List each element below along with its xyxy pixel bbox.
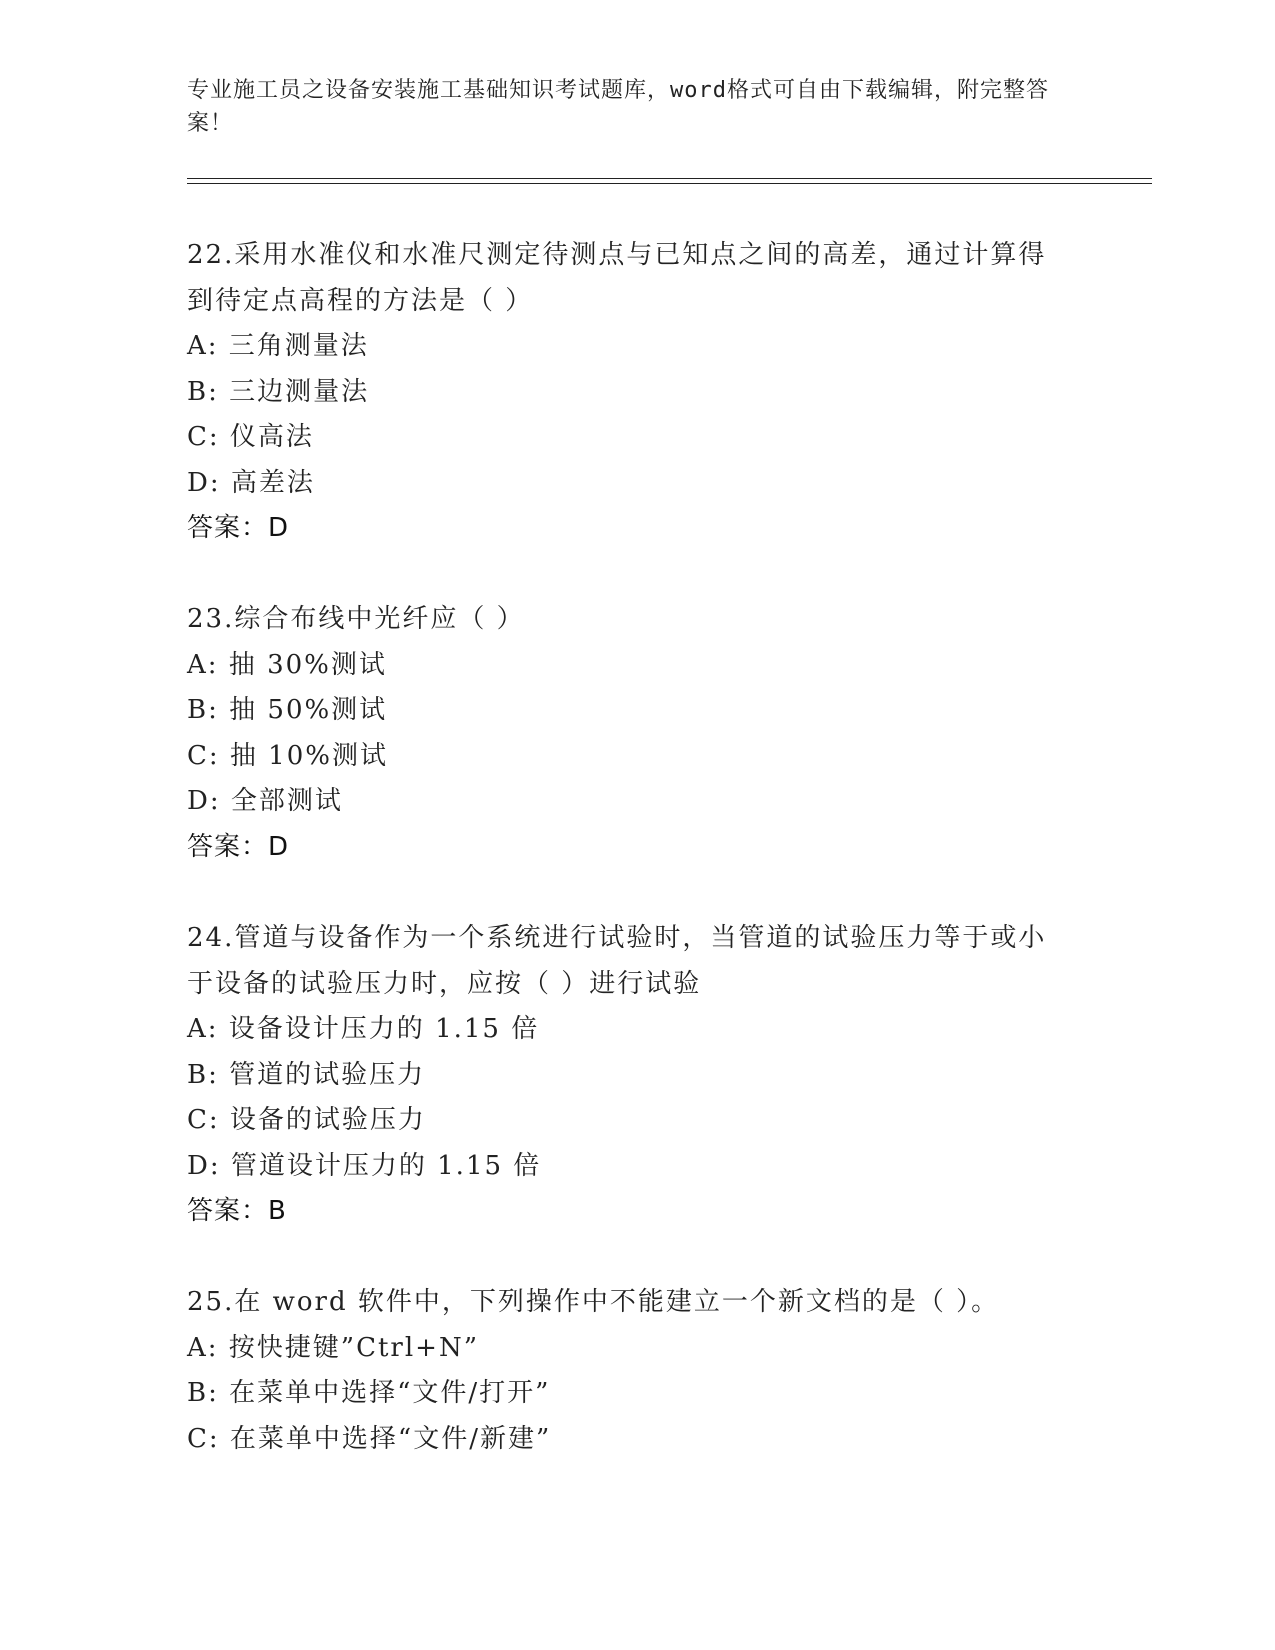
question-22 [187, 233, 1087, 552]
option-c: C: 在菜单中选择“文件/新建” [187, 1423, 552, 1454]
question-stem: 于设备的试验压力时，应按（ ）进行试验 [187, 968, 702, 999]
option-b: B: 抽 50%测试 [187, 695, 388, 725]
option-d: D: 全部测试 [187, 786, 343, 816]
question-24 [187, 916, 1087, 1235]
question-stem: 22.采用水准仪和水准尺测定待测点与已知点之间的高差，通过计算得 [187, 240, 1047, 270]
option-d: D: 高差法 [187, 467, 315, 498]
option-c: C: 设备的试验压力 [187, 1105, 426, 1135]
option-b: B: 在菜单中选择“文件/打开” [187, 1378, 551, 1408]
question-23 [187, 597, 1087, 870]
option-a: A: 按快捷键”Ctrl+N” [187, 1332, 480, 1363]
option-c: C: 仪高法 [187, 422, 314, 452]
option-d: D: 管道设计压力的 1.15 倍 [187, 1150, 542, 1181]
answer-label: 答案：D [187, 831, 290, 862]
question-stem: 25.在 word 软件中，下列操作中不能建立一个新文档的是（ ）。 [187, 1287, 1000, 1317]
question-25 [187, 1280, 1087, 1462]
document-header: 专业施工员之设备安装施工基础知识考试题库，word格式可自由下载编辑，附完整答案！ [187, 78, 1049, 136]
option-a: A: 三角测量法 [187, 331, 369, 361]
option-a: A: 设备设计压力的 1.15 倍 [187, 1014, 540, 1044]
option-b: B: 管道的试验压力 [187, 1059, 426, 1090]
question-stem: 24.管道与设备作为一个系统进行试验时，当管道的试验压力等于或小 [187, 923, 1047, 953]
option-a: A: 抽 30%测试 [187, 649, 387, 680]
question-stem: 23.综合布线中光纤应（ ） [187, 604, 525, 634]
option-b: B: 三边测量法 [187, 376, 370, 407]
option-c: C: 抽 10%测试 [187, 740, 388, 771]
answer-label: 答案：B [187, 1196, 287, 1226]
question-stem: 到待定点高程的方法是（ ） [187, 285, 534, 316]
answer-label: 答案：D [187, 513, 290, 543]
header-divider [187, 178, 1152, 184]
